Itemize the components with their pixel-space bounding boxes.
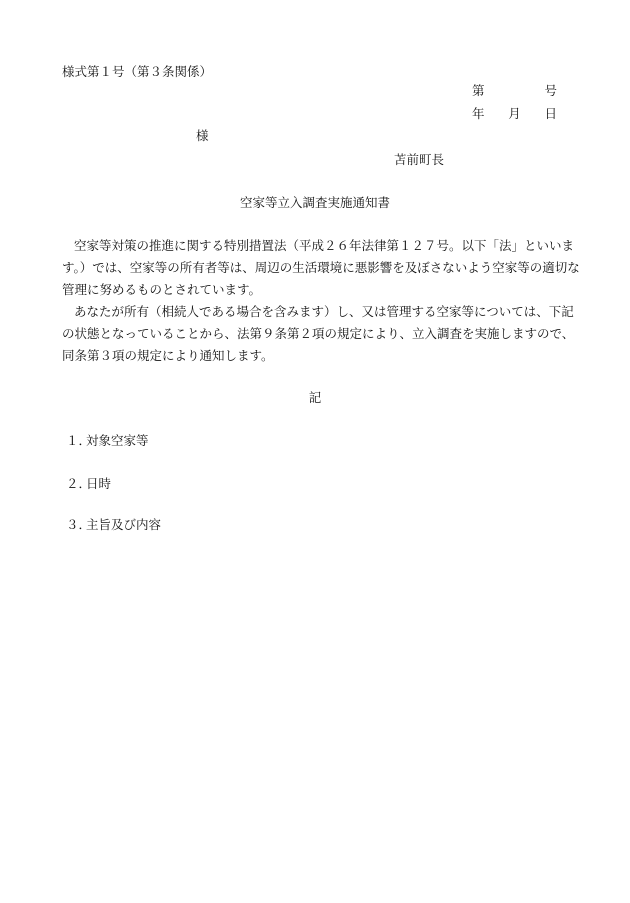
document-title: 空家等立入調査実施通知書 [239,195,390,210]
paragraph-2: あなたが所有（相続人である場合を含みます）し、又は管理する空家等については、下記の状態となっていることから、法第９条第２項の規定により、立入調査を実施しますので、同条第３項の規定により通知します。 [62,304,575,363]
list-item-target-property [66,435,149,448]
list-item-purpose [66,519,161,532]
body-text [62,235,582,367]
sender: 苫前町長 [394,152,445,167]
item-label: 主旨及び内容 [86,517,162,532]
item-number: ３． [66,517,92,532]
document-date [472,108,557,121]
document-number-suffix: 号 [544,83,557,98]
item-number: ２． [66,476,92,491]
document-number [472,85,557,98]
item-label: 対象空家等 [86,433,149,448]
date-year: 年 [472,106,485,121]
paragraph-1: 空家等対策の推進に関する特別措置法（平成２６年法律第１２７号。以下「法」といいます。）では、空家等の所有者等は、周辺の生活環境に悪影響を及ぼさないよう空家等の適切な管理に努めるものとされています。 [62,238,580,297]
date-month: 月 [508,106,521,121]
note-heading: 記 [308,390,322,405]
addressee: 様 [196,128,209,143]
date-day: 日 [544,106,557,121]
document-number-prefix: 第 [472,83,485,98]
form-number: 様式第１号（第３条関係） [62,64,213,79]
item-label: 日時 [86,476,112,491]
item-number: １． [66,433,92,448]
list-item-date-time [66,478,111,491]
